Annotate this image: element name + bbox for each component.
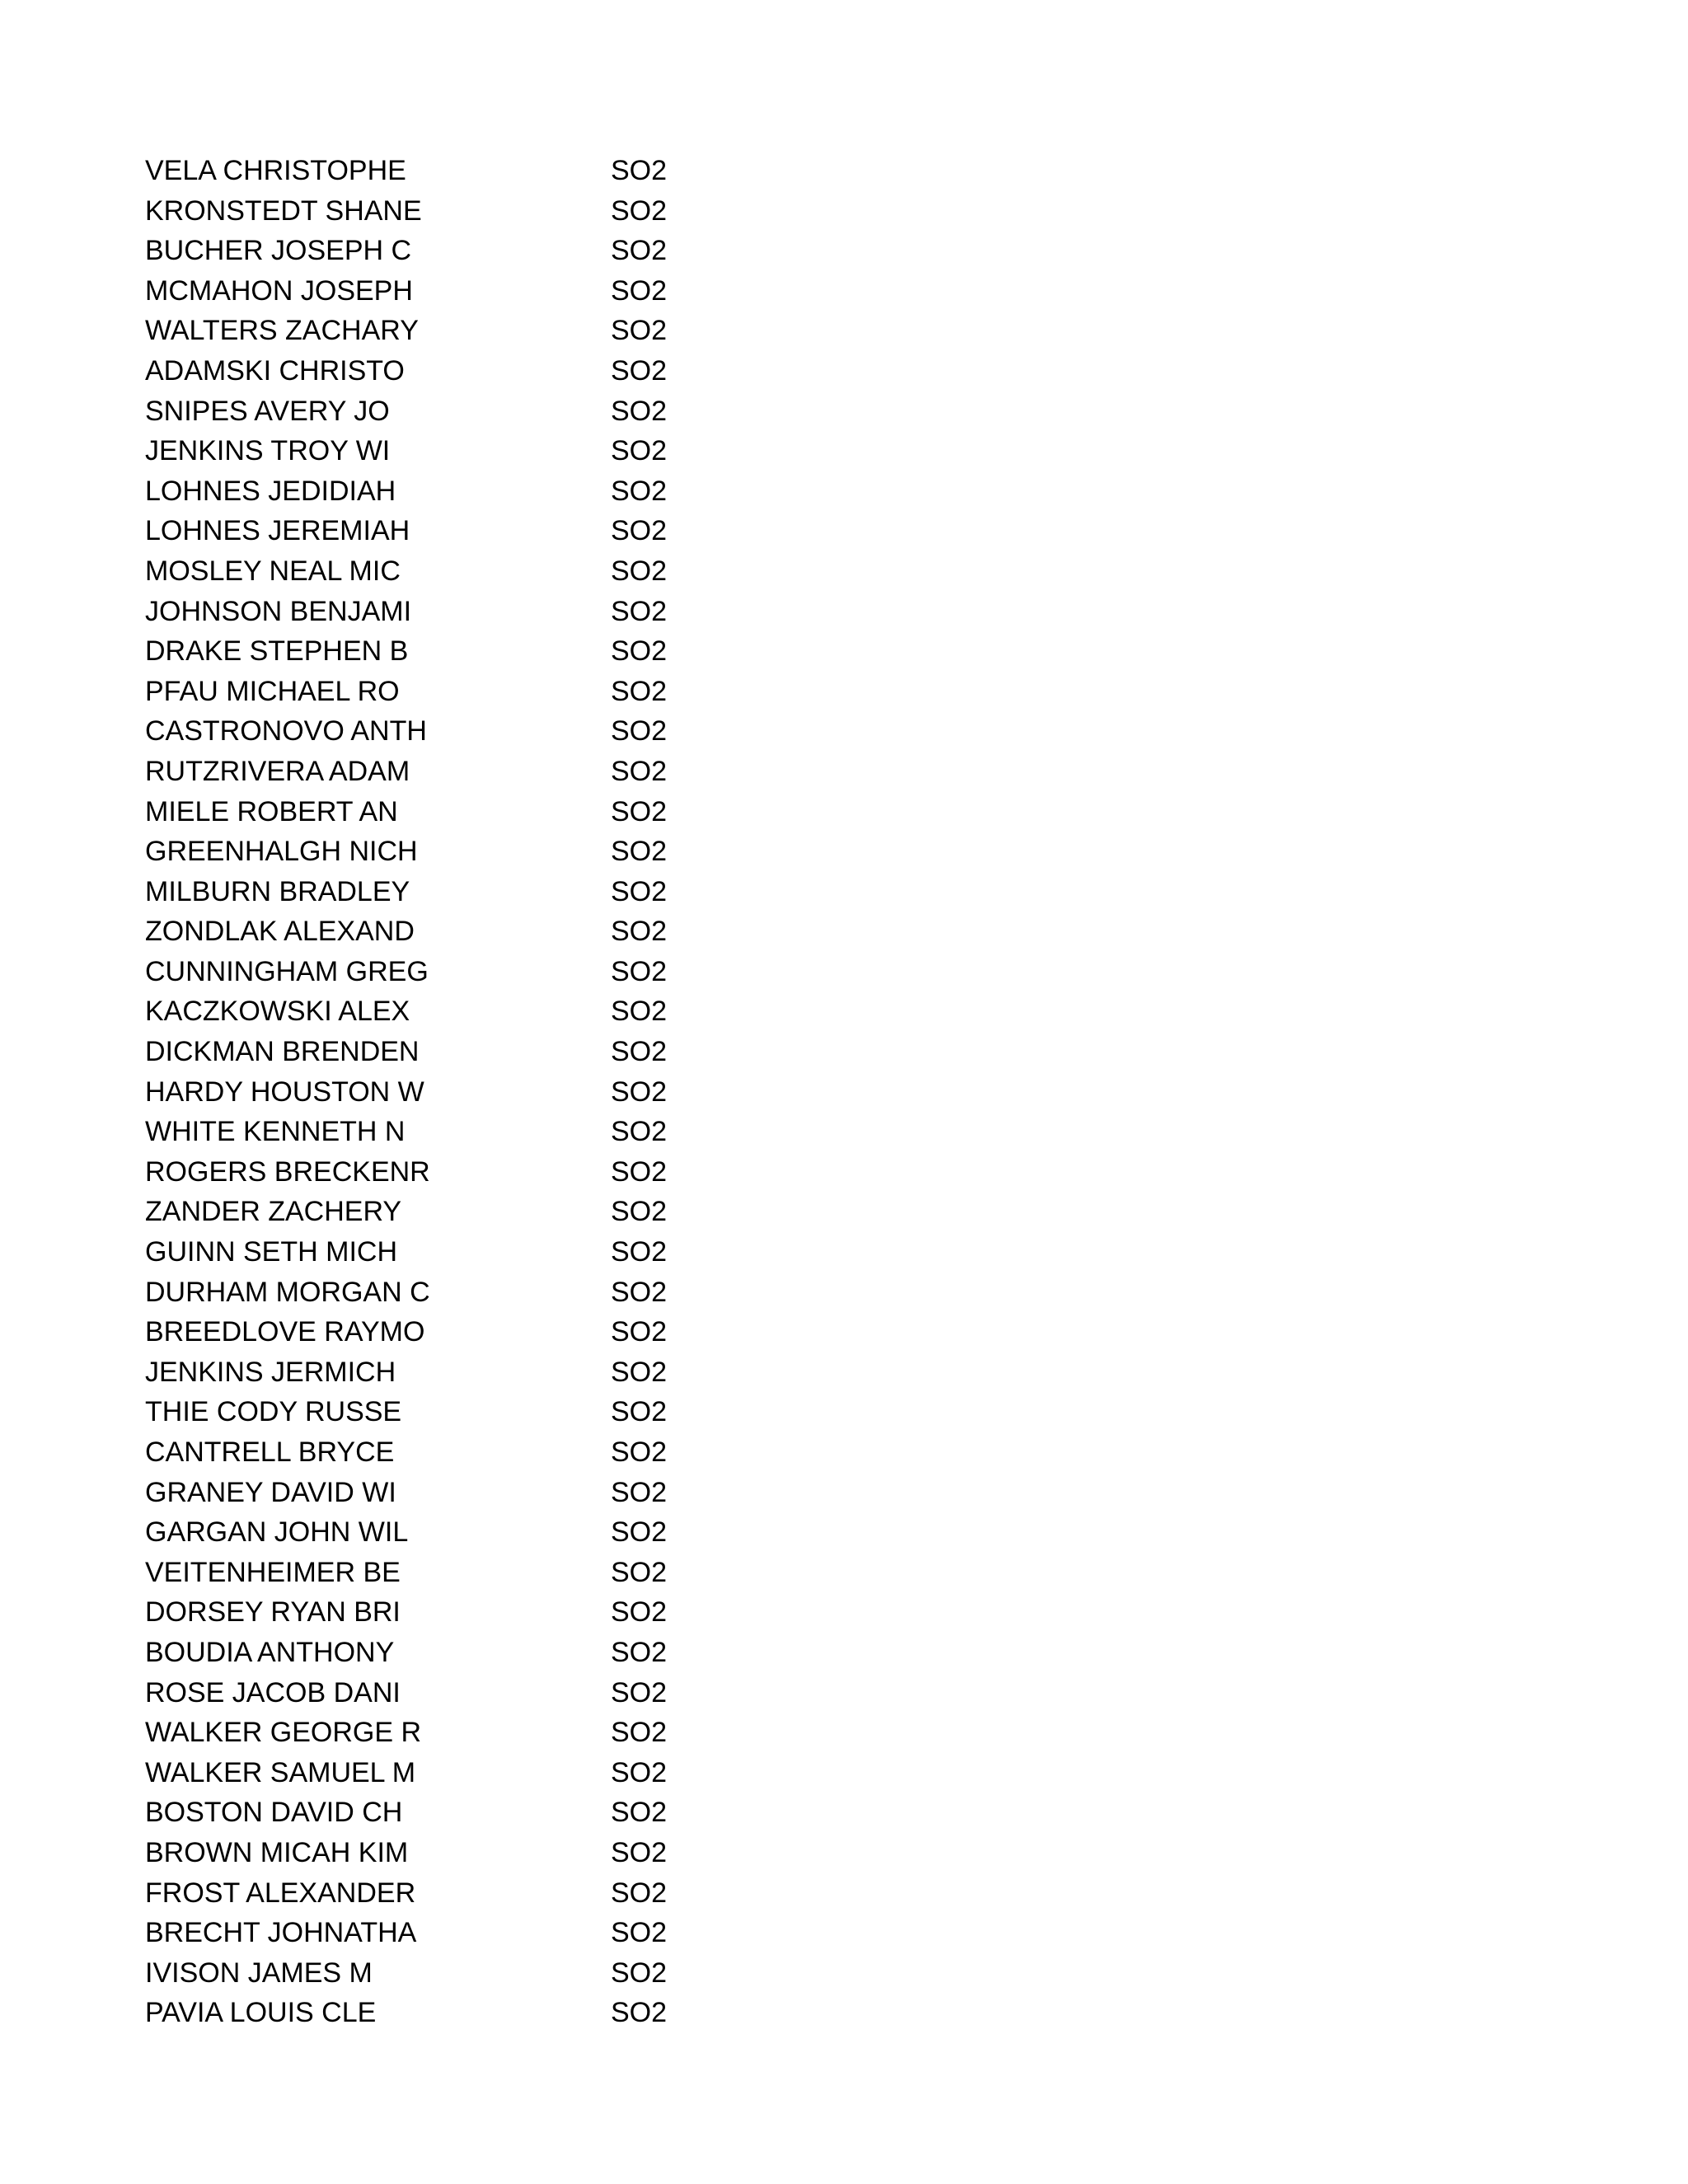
person-name: LOHNES JEREMIAH bbox=[145, 515, 410, 547]
code-value: SO2 bbox=[611, 1276, 668, 1308]
code-value: SO2 bbox=[611, 1155, 668, 1188]
code-value: SO2 bbox=[611, 354, 668, 387]
list-item bbox=[145, 1112, 804, 1152]
list-item bbox=[145, 1633, 804, 1673]
code-value: SO2 bbox=[611, 1036, 668, 1068]
list-item bbox=[145, 231, 804, 271]
list-item bbox=[145, 631, 804, 672]
list-item bbox=[145, 1432, 804, 1473]
person-name: VEITENHEIMER BE bbox=[145, 1556, 401, 1588]
list-item bbox=[145, 1873, 804, 1914]
code-value: SO2 bbox=[611, 475, 668, 507]
person-name: KRONSTEDT SHANE bbox=[145, 194, 422, 227]
list-item bbox=[145, 1473, 804, 1513]
list-item bbox=[145, 1152, 804, 1193]
person-name: THIE CODY RUSSE bbox=[145, 1396, 402, 1428]
person-name: BOUDIA ANTHONY bbox=[145, 1636, 395, 1668]
list-item bbox=[145, 832, 804, 872]
list-item bbox=[145, 1312, 804, 1352]
code-value: SO2 bbox=[611, 1316, 668, 1348]
code-value: SO2 bbox=[611, 1196, 668, 1228]
list-item bbox=[145, 1032, 804, 1072]
code-value: SO2 bbox=[611, 1877, 668, 1909]
person-name: ZONDLAK ALEXAND bbox=[145, 916, 415, 948]
code-value: SO2 bbox=[611, 515, 668, 547]
list-item bbox=[145, 1953, 804, 1994]
roster-list bbox=[145, 151, 804, 2033]
code-value: SO2 bbox=[611, 1076, 668, 1108]
list-item bbox=[145, 991, 804, 1032]
person-name: GRANEY DAVID WI bbox=[145, 1476, 396, 1508]
code-value: SO2 bbox=[611, 595, 668, 627]
list-item bbox=[145, 271, 804, 312]
code-value: SO2 bbox=[611, 1756, 668, 1788]
person-name: MILBURN BRADLEY bbox=[145, 875, 410, 907]
list-item bbox=[145, 1512, 804, 1553]
list-item bbox=[145, 1592, 804, 1633]
person-name: MCMAHON JOSEPH bbox=[145, 274, 413, 307]
code-value: SO2 bbox=[611, 916, 668, 948]
person-name: BUCHER JOSEPH C bbox=[145, 235, 412, 267]
person-name: DICKMAN BRENDEN bbox=[145, 1036, 420, 1068]
person-name: WALTERS ZACHARY bbox=[145, 315, 419, 347]
person-name: WALKER SAMUEL M bbox=[145, 1756, 416, 1788]
list-item bbox=[145, 431, 804, 471]
person-name: CASTRONOVO ANTH bbox=[145, 715, 427, 748]
person-name: WHITE KENNETH N bbox=[145, 1116, 406, 1148]
list-item bbox=[145, 711, 804, 752]
person-name: DORSEY RYAN BRI bbox=[145, 1596, 401, 1629]
code-value: SO2 bbox=[611, 836, 668, 868]
code-value: SO2 bbox=[611, 755, 668, 787]
code-value: SO2 bbox=[611, 315, 668, 347]
code-value: SO2 bbox=[611, 1236, 668, 1268]
code-value: SO2 bbox=[611, 1957, 668, 1989]
person-name: PFAU MICHAEL RO bbox=[145, 675, 400, 707]
code-value: SO2 bbox=[611, 1836, 668, 1868]
person-name: BOSTON DAVID CH bbox=[145, 1797, 403, 1829]
person-name: MIELE ROBERT AN bbox=[145, 795, 398, 827]
list-item bbox=[145, 592, 804, 632]
code-value: SO2 bbox=[611, 1917, 668, 1949]
list-item bbox=[145, 191, 804, 232]
code-value: SO2 bbox=[611, 1636, 668, 1668]
code-value: SO2 bbox=[611, 274, 668, 307]
list-item bbox=[145, 1753, 804, 1793]
code-value: SO2 bbox=[611, 155, 668, 186]
person-name: BREEDLOVE RAYMO bbox=[145, 1316, 425, 1348]
code-value: SO2 bbox=[611, 795, 668, 827]
code-value: SO2 bbox=[611, 1596, 668, 1629]
list-item bbox=[145, 1673, 804, 1713]
list-item bbox=[145, 792, 804, 832]
person-name: CUNNINGHAM GREG bbox=[145, 955, 429, 987]
person-name: GUINN SETH MICH bbox=[145, 1236, 397, 1268]
code-value: SO2 bbox=[611, 1476, 668, 1508]
person-name: LOHNES JEDIDIAH bbox=[145, 475, 396, 507]
person-name: GARGAN JOHN WIL bbox=[145, 1516, 409, 1549]
list-item bbox=[145, 1392, 804, 1432]
code-value: SO2 bbox=[611, 1396, 668, 1428]
person-name: WALKER GEORGE R bbox=[145, 1717, 422, 1749]
code-value: SO2 bbox=[611, 1436, 668, 1468]
code-value: SO2 bbox=[611, 1997, 668, 2029]
list-item bbox=[145, 872, 804, 912]
list-item bbox=[145, 471, 804, 512]
list-item bbox=[145, 1913, 804, 1953]
list-item bbox=[145, 1072, 804, 1113]
code-value: SO2 bbox=[611, 235, 668, 267]
list-item bbox=[145, 1352, 804, 1393]
list-item bbox=[145, 1713, 804, 1753]
person-name: BRECHT JOHNATHA bbox=[145, 1917, 417, 1949]
list-item bbox=[145, 511, 804, 551]
list-item bbox=[145, 311, 804, 351]
code-value: SO2 bbox=[611, 555, 668, 587]
code-value: SO2 bbox=[611, 675, 668, 707]
person-name: IVISON JAMES M bbox=[145, 1957, 373, 1989]
list-item bbox=[145, 1993, 804, 2033]
code-value: SO2 bbox=[611, 955, 668, 987]
code-value: SO2 bbox=[611, 435, 668, 467]
person-name: ZANDER ZACHERY bbox=[145, 1196, 402, 1228]
list-item bbox=[145, 672, 804, 712]
list-item bbox=[145, 1232, 804, 1272]
person-name: JENKINS JERMICH bbox=[145, 1356, 396, 1388]
person-name: ROGERS BRECKENR bbox=[145, 1155, 430, 1188]
person-name: KACZKOWSKI ALEX bbox=[145, 996, 410, 1028]
list-item bbox=[145, 952, 804, 992]
person-name: HARDY HOUSTON W bbox=[145, 1076, 424, 1108]
person-name: ROSE JACOB DANI bbox=[145, 1676, 401, 1708]
person-name: RUTZRIVERA ADAM bbox=[145, 755, 410, 787]
code-value: SO2 bbox=[611, 1717, 668, 1749]
person-name: PAVIA LOUIS CLE bbox=[145, 1997, 377, 2029]
code-value: SO2 bbox=[611, 715, 668, 748]
person-name: CANTRELL BRYCE bbox=[145, 1436, 395, 1468]
person-name: SNIPES AVERY JO bbox=[145, 395, 390, 427]
person-name: JOHNSON BENJAMI bbox=[145, 595, 412, 627]
code-value: SO2 bbox=[611, 194, 668, 227]
list-item bbox=[145, 912, 804, 952]
person-name: BROWN MICAH KIM bbox=[145, 1836, 409, 1868]
code-value: SO2 bbox=[611, 875, 668, 907]
person-name: VELA CHRISTOPHE bbox=[145, 155, 406, 186]
code-value: SO2 bbox=[611, 635, 668, 668]
code-value: SO2 bbox=[611, 395, 668, 427]
list-item bbox=[145, 151, 804, 191]
person-name: JENKINS TROY WI bbox=[145, 435, 391, 467]
list-item bbox=[145, 752, 804, 792]
person-name: GREENHALGH NICH bbox=[145, 836, 418, 868]
person-name: FROST ALEXANDER bbox=[145, 1877, 416, 1909]
list-item bbox=[145, 1272, 804, 1313]
person-name: DURHAM MORGAN C bbox=[145, 1276, 430, 1308]
list-item bbox=[145, 551, 804, 592]
code-value: SO2 bbox=[611, 1356, 668, 1388]
code-value: SO2 bbox=[611, 1797, 668, 1829]
list-item bbox=[145, 351, 804, 391]
list-item bbox=[145, 1192, 804, 1232]
code-value: SO2 bbox=[611, 1556, 668, 1588]
list-item bbox=[145, 1553, 804, 1593]
code-value: SO2 bbox=[611, 1116, 668, 1148]
code-value: SO2 bbox=[611, 996, 668, 1028]
person-name: MOSLEY NEAL MIC bbox=[145, 555, 401, 587]
person-name: ADAMSKI CHRISTO bbox=[145, 354, 405, 387]
list-item bbox=[145, 1833, 804, 1873]
list-item bbox=[145, 391, 804, 432]
list-item bbox=[145, 1793, 804, 1833]
person-name: DRAKE STEPHEN B bbox=[145, 635, 409, 668]
code-value: SO2 bbox=[611, 1676, 668, 1708]
code-value: SO2 bbox=[611, 1516, 668, 1549]
